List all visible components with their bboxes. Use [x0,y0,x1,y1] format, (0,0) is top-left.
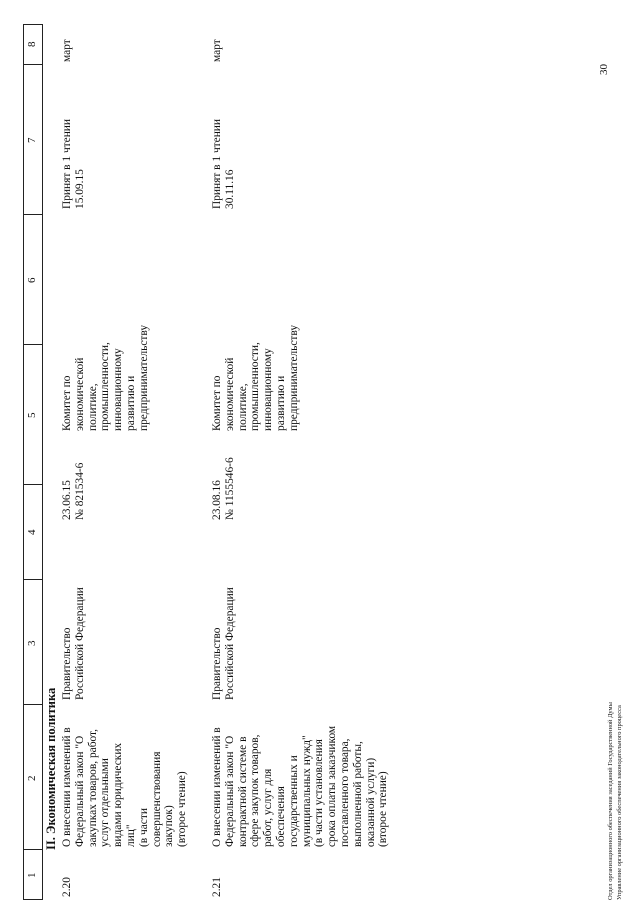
registration-date-number: 23.06.15 № 821534-6 [61,462,86,520]
column-number-5: 5 [26,412,38,418]
section-title: II. Экономическая политика [44,687,58,850]
column-number-4: 4 [26,529,38,535]
col-divider [23,64,42,65]
col-divider [23,24,42,25]
column-number-1: 1 [26,872,38,878]
bill-initiator: Правительство Российской Федерации [61,587,86,700]
col-divider [23,704,42,705]
bill-title: О внесении изменений в Федеральный закон "О закупках товаров, работ, услуг отдельными видами юридических лиц" (в части совершенствования закупок) (второе чтение) [61,727,189,847]
col-divider [23,899,42,900]
column-number-7: 7 [26,137,38,143]
bill-initiator: Правительство Российской Федерации [211,587,236,700]
bill-title: О внесении изменений в Федеральный закон "О контрактной системе в сфере закупок товаров, работ, услуг для обеспечения государственных и муниципальных нужд" (в части установления срока оплаты заказчиком поставленного товара, выполненной работы, оказанной услуги) (второе чтение) [211,725,390,847]
responsible-committee: Комитет по экономической политике, промышленности, инновационному развитию и предпринимательству [211,324,300,431]
footer-department: Отдел организационного обеспечения заседаний Государственной Думы [607,702,614,900]
col-divider [23,344,42,345]
planned-month: март [61,39,73,62]
col-divider [23,214,42,215]
planned-month: март [211,39,223,62]
row-number: 2.21 [211,877,223,897]
page-number: 30 [598,64,610,75]
col-divider [23,849,42,850]
header-row-bottom-border [42,24,43,900]
column-number-8: 8 [26,41,38,47]
column-number-2: 2 [26,775,38,781]
column-number-3: 3 [26,640,38,646]
table-top-border [23,24,24,900]
col-divider [23,484,42,485]
responsible-committee: Комитет по экономической политике, промышленности, инновационному развитию и предпринимательству [61,324,150,431]
row-number: 2.20 [61,877,73,897]
registration-date-number: 23.08.16 № 1155546-6 [211,457,236,520]
bill-status: Принят в 1 чтении 15.09.15 [61,119,86,209]
bill-status: Принят в 1 чтении 30.11.16 [211,119,236,209]
col-divider [23,579,42,580]
footer-directorate: Управление организационного обеспечения законодательного процесса [616,705,623,900]
column-number-6: 6 [26,277,38,283]
